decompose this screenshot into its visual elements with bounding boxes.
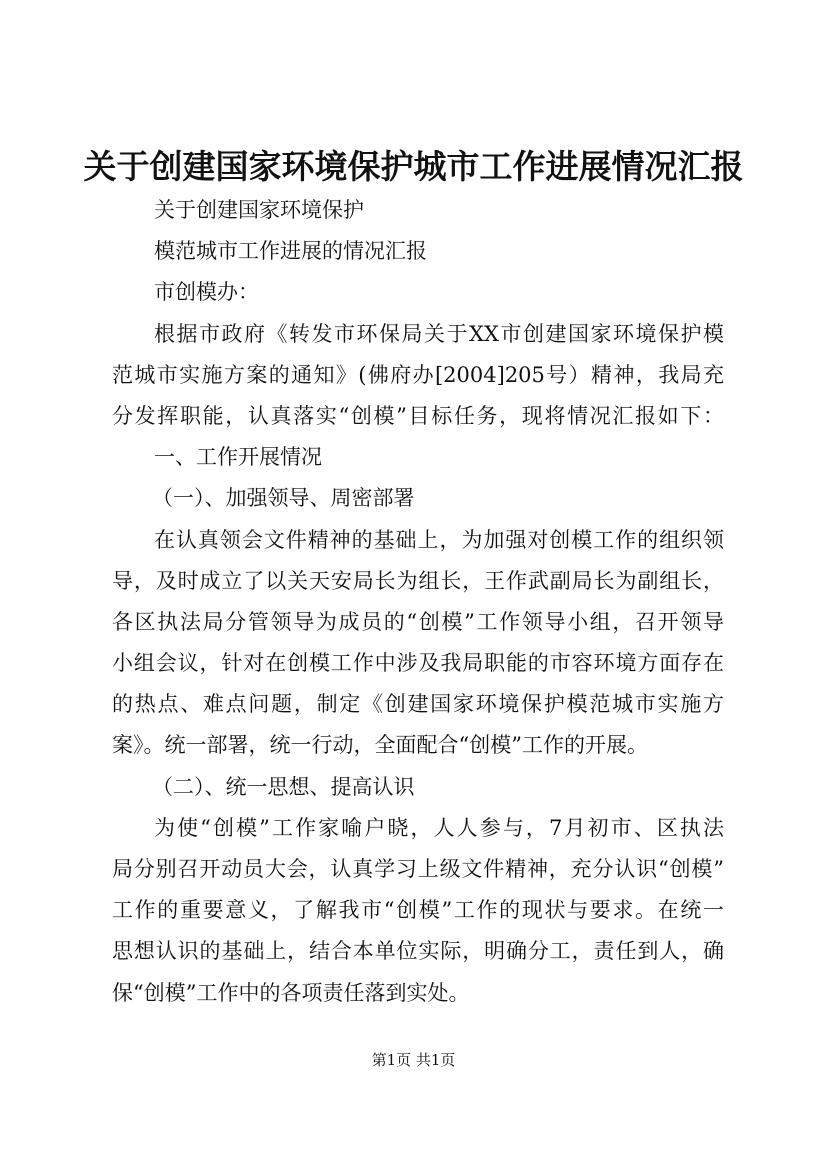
subtitle-line-2: 模范城市工作进展的情况汇报 [154,239,427,264]
paragraph-line: 根据市政府《转发市环保局关于XX市创建国家环境保护模 [154,321,724,346]
paragraph-line: 的热点、难点问题，制定《创建国家环境保护模范城市实施方 [112,692,724,717]
paragraph-line: 导，及时成立了以关天安局长为组长，王作武副局长为副组长， [112,568,724,593]
paragraph-line: 思想认识的基础上，结合本单位实际，明确分工，责任到人，确 [112,939,724,964]
section-heading: 一、工作开展情况 [154,445,322,470]
paragraph-line: 范城市实施方案的通知》(佛府办[2004]205号）精神，我局充 [112,362,724,387]
subsection-heading: （一）、加强领导、周密部署 [152,486,415,511]
addressee: 市创模办： [154,280,259,305]
document-body [112,190,724,1014]
subsection-heading: （二）、统一思想、提高认识 [152,774,415,799]
paragraph-line: 为使“创模”工作家喻户晓，人人参与，7月初市、区执法 [154,815,724,840]
paragraph-line: 工作的重要意义，了解我市“创模”工作的现状与要求。在统一 [112,898,724,923]
paragraph-line: 各区执法局分管领导为成员的“创模”工作领导小组，召开领导 [112,609,724,634]
paragraph-line: 局分别召开动员大会，认真学习上级文件精神，充分认识“创模” [112,857,724,881]
paragraph-line: 保“创模”工作中的各项责任落到实处。 [112,980,470,1005]
page-number-footer: 第1页 共1页 [371,1051,456,1069]
paragraph-line: 在认真领会文件精神的基础上，为加强对创模工作的组织领 [154,527,724,552]
document-title: 关于创建国家环境保护城市工作进展情况汇报 [83,147,744,186]
paragraph-line: 分发挥职能，认真落实“创模”目标任务，现将情况汇报如下： [112,403,724,428]
subtitle-line-1: 关于创建国家环境保护 [154,198,364,222]
paragraph-line: 案》。统一部署，统一行动，全面配合“创模”工作的开展。 [112,733,648,758]
paragraph-line: 小组会议，针对在创模工作中涉及我局职能的市容环境方面存在 [112,651,724,676]
